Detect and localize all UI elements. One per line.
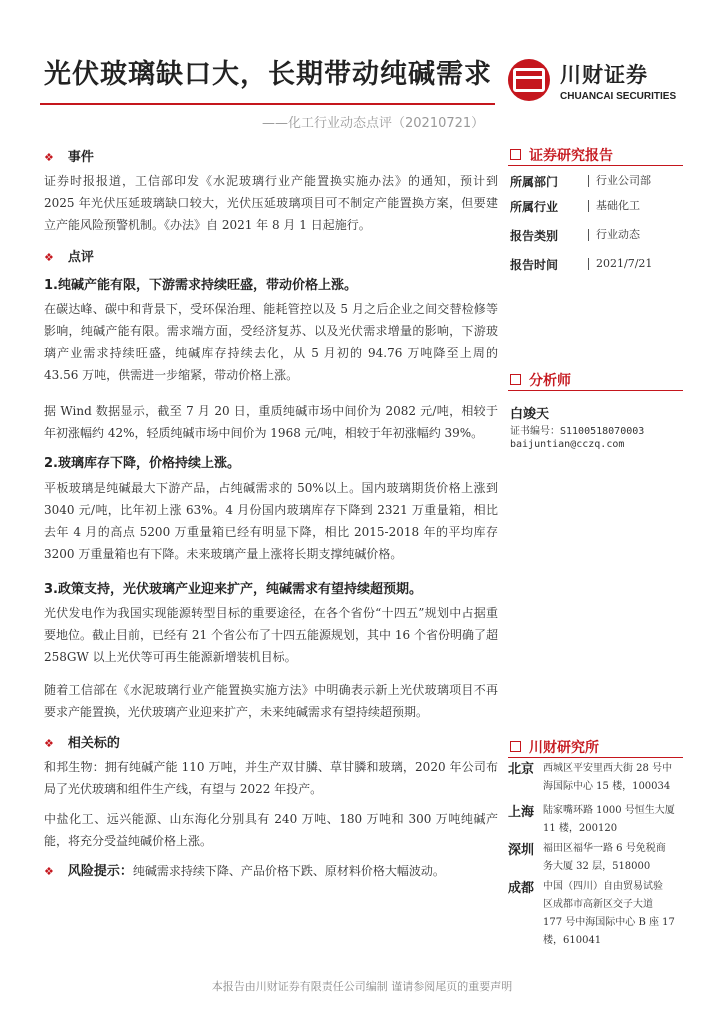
title-divider — [40, 103, 495, 105]
sidebar-divider — [508, 757, 683, 758]
analyst-email[interactable]: baijuntian@cczq.com — [510, 439, 625, 450]
office-city-shenzhen: 深圳 — [508, 843, 535, 858]
related-paragraph-1: 和邦生物：拥有纯碱产能 110 万吨，并生产双甘膦、草甘膦和玻璃，2020 年公司布局了光伏玻璃和组件生产线，有望与 2022 年投产。 — [44, 760, 498, 796]
diamond-bullet-icon: ❖ — [44, 251, 54, 264]
office-address-chengdu: 中国（四川）自由贸易试验 区成都市高新区交子大道 177 号中海国际中心 B 座 17 楼，610041 — [543, 881, 675, 946]
research-report-heading: 证券研究报告 — [510, 145, 613, 165]
square-bullet-icon — [510, 741, 521, 752]
logo-emblem-icon — [508, 59, 550, 101]
related-heading: ❖ 相关标的 — [44, 736, 120, 751]
office-address-shenzhen: 福田区福华一路 6 号免税商 务大厦 32 层，518000 — [543, 843, 666, 872]
sidebar-divider — [508, 165, 683, 166]
risk-note: ❖ 风险提示：纯碱需求持续下降、产品价格下跌、原材料价格大幅波动。 — [44, 864, 445, 879]
event-paragraph: 证券时报报道，工信部印发《水泥玻璃行业产能置换实施办法》的通知，预计到 2025 年光伏压延玻璃缺口较大，光伏压延玻璃项目可不制定产能置换方案，但要建立产能风险预警机制。《办法》自 2021 年 8 月 1 日起施行。 — [44, 174, 498, 232]
section-1-title: 1.纯碱产能有限，下游需求持续旺盛，带动价格上涨。 — [44, 278, 357, 293]
section-3-paragraph-1: 光伏发电作为我国实现能源转型目标的重要途径，在各个省份“十四五”规划中占据重要地位。截止目前，已经有 21 个省公布了十四五能源规划，其中 16 个省份明确了超 258GW 以上光伏等可再生能源新增装机目标。 — [44, 606, 498, 664]
report-title: 光伏玻璃缺口大，长期带动纯碱需求 — [44, 59, 492, 90]
office-city-chengdu: 成都 — [508, 881, 535, 896]
meta-value-department: 行业公司部 — [588, 175, 651, 187]
institute-heading: 川财研究所 — [510, 737, 599, 757]
meta-label-industry: 所属行业 — [510, 200, 559, 214]
analyst-certificate: 证书编号：S1100518070003 — [510, 426, 645, 437]
office-city-shanghai: 上海 — [508, 805, 535, 820]
office-address-shanghai: 陆家嘴环路 1000 号恒生大厦 11 楼，200120 — [543, 805, 675, 834]
section-2-title: 2.玻璃库存下降，价格持续上涨。 — [44, 456, 240, 471]
square-bullet-icon — [510, 149, 521, 160]
diamond-bullet-icon: ❖ — [44, 151, 54, 164]
section-3-title: 3.政策支持，光伏玻璃产业迎来扩产，纯碱需求有望持续超预期。 — [44, 582, 422, 597]
related-paragraph-2: 中盐化工、远兴能源、山东海化分别具有 240 万吨、180 万吨和 300 万吨纯碱产能，将充分受益纯碱价格上涨。 — [44, 812, 498, 848]
event-heading: ❖ 事件 — [44, 150, 94, 165]
diamond-bullet-icon: ❖ — [44, 737, 54, 750]
page-footer: 本报告由川财证券有限责任公司编制 谨请参阅尾页的重要声明 — [211, 980, 513, 993]
section-1-paragraph-1: 在碳达峰、碳中和背景下，受环保治理、能耗管控以及 5 月之后企业之间交替检修等影响，纯碱产能有限。需求端方面，受经济复苏、以及光伏需求增量的影响，下游玻璃产业需求持续旺盛，纯碱库存持续去化，从 5 月初的 94.76 万吨降至上周的 43.56 万吨，供需进一步缩紧，带动价格上涨。 — [44, 302, 498, 382]
office-address-beijing: 西城区平安里西大街 28 号中 海国际中心 15 楼，100034 — [543, 763, 673, 792]
logo-name-en: CHUANCAI SECURITIES — [560, 91, 677, 102]
report-subtitle: ——化工行业动态点评（20210721） — [262, 116, 485, 131]
office-city-beijing: 北京 — [508, 762, 535, 777]
logo-name: 川财证券 — [560, 63, 648, 87]
comment-heading: ❖ 点评 — [44, 250, 94, 265]
section-1-paragraph-2: 据 Wind 数据显示，截至 7 月 20 日，重质纯碱市场中间价为 2082 元/吨，相较于年初涨幅约 42%，轻质纯碱市场中间价为 1968 元/吨，相较于年初涨幅约 39%。 — [44, 404, 498, 440]
analyst-name: 白竣天 — [510, 407, 550, 422]
diamond-bullet-icon: ❖ — [44, 865, 54, 878]
meta-label-department: 所属部门 — [510, 175, 559, 189]
meta-value-industry: 基础化工 — [588, 200, 640, 212]
meta-value-category: 行业动态 — [588, 229, 640, 241]
analyst-heading: 分析师 — [510, 370, 571, 390]
company-logo — [508, 55, 680, 111]
section-3-paragraph-2: 随着工信部在《水泥玻璃行业产能置换实施方法》中明确表示新上光伏玻璃项目不再要求产能置换，光伏玻璃产业迎来扩产，未来纯碱需求有望持续超预期。 — [44, 683, 498, 719]
meta-value-date: 2021/7/21 — [588, 258, 652, 270]
section-2-paragraph: 平板玻璃是纯碱最大下游产品，占纯碱需求的 50%以上。国内玻璃期货价格上涨到 3040 元/吨，比年初上涨 63%。4 月份国内玻璃库存下降到 2321 万重量箱，相比去年 4 月的高点 5200 万重量箱已经有明显下降，相比 2015-2018 年的平均库存 3200 万重量箱也有下降。未来玻璃产量上涨将长期支撑纯碱价格。 — [44, 481, 498, 561]
sidebar-divider — [508, 390, 683, 391]
meta-label-date: 报告时间 — [510, 258, 559, 272]
square-bullet-icon — [510, 374, 521, 385]
meta-label-category: 报告类别 — [510, 229, 559, 243]
